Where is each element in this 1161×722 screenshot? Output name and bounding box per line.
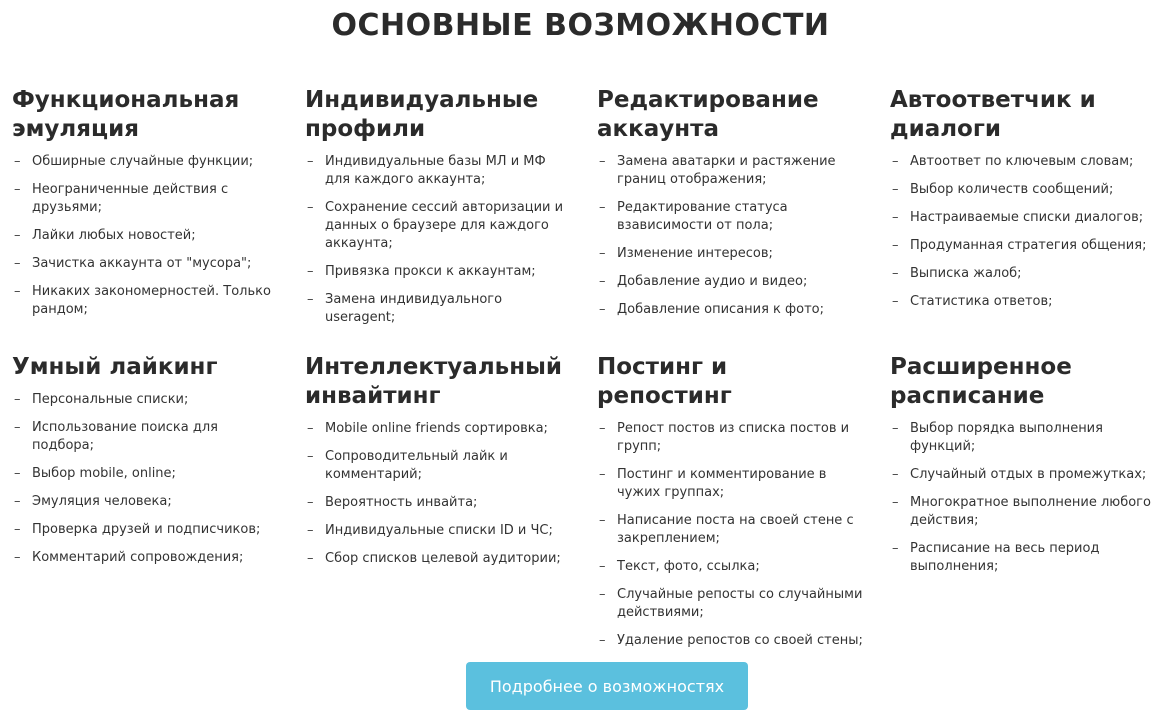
list-item: – Персональные списки; bbox=[12, 391, 280, 409]
list-item: – Написание поста на своей стене с закреплением; bbox=[597, 512, 865, 548]
feature-title: Редактирование аккаунта bbox=[597, 87, 819, 142]
list-item: – Зачистка аккаунта от "мусора"; bbox=[12, 255, 280, 273]
list-item: – Выбор количеств сообщений; bbox=[890, 181, 1158, 199]
list-item: – Редактирование статуса взависимости от пола; bbox=[597, 199, 865, 235]
list-item: – Продуманная стратегия общения; bbox=[890, 237, 1158, 255]
list-item: – Многократное выполнение любого действия; bbox=[890, 494, 1158, 530]
feature-title: Расширенное расписание bbox=[890, 354, 1072, 409]
feature-list bbox=[597, 420, 865, 650]
feature-list bbox=[890, 420, 1158, 576]
feature-title: Функциональная эмуляция bbox=[12, 87, 240, 142]
feature-title: Умный лайкинг bbox=[12, 354, 218, 380]
list-item: – Лайки любых новостей; bbox=[12, 227, 280, 245]
list-item: – Удаление репостов со своей стены; bbox=[597, 632, 865, 650]
list-item: – Сбор списков целевой аудитории; bbox=[305, 550, 573, 568]
list-item: – Выбор mobile, online; bbox=[12, 465, 280, 483]
list-item: – Неограниченные действия с друзьями; bbox=[12, 181, 280, 217]
list-item: – Комментарий сопровождения; bbox=[12, 549, 280, 567]
list-item: – Mobile online friends сортировка; bbox=[305, 420, 573, 438]
list-item: – Замена аватарки и растяжение границ отображения; bbox=[597, 153, 865, 189]
list-item: – Расписание на весь период выполнения; bbox=[890, 540, 1158, 576]
more-features-button[interactable]: Подробнее о возможностях bbox=[466, 662, 748, 710]
list-item: – Обширные случайные функции; bbox=[12, 153, 280, 171]
feature-smart-liking bbox=[12, 353, 280, 577]
list-item: – Выписка жалоб; bbox=[890, 265, 1158, 283]
feature-list bbox=[890, 153, 1158, 311]
feature-title: Автоответчик и диалоги bbox=[890, 87, 1096, 142]
list-item: – Выбор порядка выполнения функций; bbox=[890, 420, 1158, 456]
list-item: – Индивидуальные базы МЛ и МФ для каждого аккаунта; bbox=[305, 153, 573, 189]
list-item: – Использование поиска для подбора; bbox=[12, 419, 280, 455]
list-item: – Замена индивидуального useragent; bbox=[305, 291, 573, 327]
list-item: – Изменение интересов; bbox=[597, 245, 865, 263]
list-item: – Добавление описания к фото; bbox=[597, 301, 865, 319]
list-item: – Вероятность инвайта; bbox=[305, 494, 573, 512]
page-title: ОСНОВНЫЕ ВОЗМОЖНОСТИ bbox=[331, 8, 830, 43]
feature-list bbox=[597, 153, 865, 319]
list-item: – Эмуляция человека; bbox=[12, 493, 280, 511]
list-item: – Статистика ответов; bbox=[890, 293, 1158, 311]
list-item: – Автоответ по ключевым словам; bbox=[890, 153, 1158, 171]
list-item: – Добавление аудио и видео; bbox=[597, 273, 865, 291]
feature-title: Постинг и репостинг bbox=[597, 354, 732, 409]
feature-list bbox=[12, 391, 280, 567]
list-item: – Сопроводительный лайк и комментарий; bbox=[305, 448, 573, 484]
feature-list bbox=[12, 153, 280, 319]
feature-extended-schedule bbox=[890, 353, 1158, 586]
list-item: – Индивидуальные списки ID и ЧС; bbox=[305, 522, 573, 540]
feature-individual-profiles bbox=[305, 86, 573, 337]
list-item: – Привязка прокси к аккаунтам; bbox=[305, 263, 573, 281]
list-item: – Текст, фото, ссылка; bbox=[597, 558, 865, 576]
feature-list bbox=[305, 420, 573, 568]
feature-list bbox=[305, 153, 573, 327]
list-item: – Проверка друзей и подписчиков; bbox=[12, 521, 280, 539]
feature-posting-reposting bbox=[597, 353, 865, 660]
feature-account-editing bbox=[597, 86, 865, 329]
list-item: – Репост постов из списка постов и групп; bbox=[597, 420, 865, 456]
feature-title: Интеллектуальный инвайтинг bbox=[305, 354, 563, 409]
list-item: – Сохранение сессий авторизации и данных о браузере для каждого аккаунта; bbox=[305, 199, 573, 253]
list-item: – Постинг и комментирование в чужих группах; bbox=[597, 466, 865, 502]
feature-functional-emulation bbox=[12, 86, 280, 329]
feature-intelligent-inviting bbox=[305, 353, 573, 578]
list-item: – Настраиваемые списки диалогов; bbox=[890, 209, 1158, 227]
list-item: – Случайные репосты со случайными действиями; bbox=[597, 586, 865, 622]
list-item: – Случайный отдых в промежутках; bbox=[890, 466, 1158, 484]
feature-title: Индивидуальные профили bbox=[305, 87, 539, 142]
feature-autoresponder bbox=[890, 86, 1158, 321]
list-item: – Никаких закономерностей. Только рандом; bbox=[12, 283, 280, 319]
